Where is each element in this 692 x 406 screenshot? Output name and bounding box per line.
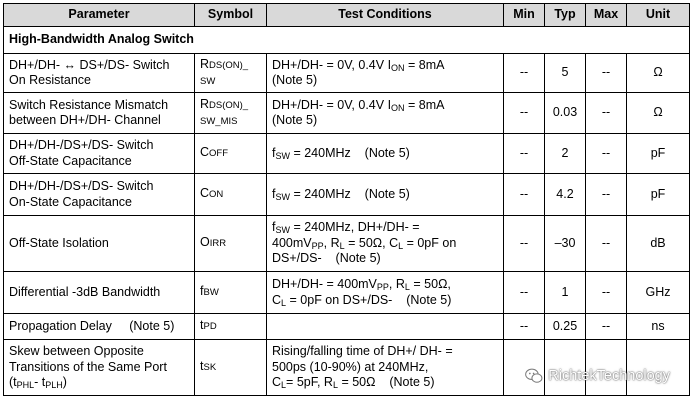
parameter-cell: DH+/DH-/DS+/DS- Switch Off-State Capacitance [4,134,195,174]
table-row [4,340,690,396]
min-cell [504,340,545,396]
section-title: High-Bandwidth Analog Switch [4,27,690,54]
max-cell: -- [586,272,627,314]
table-row [4,272,690,314]
parameter-cell: Off-State Isolation [4,216,195,272]
header-unit: Unit [627,4,690,27]
test-conditions-cell: DH+/DH- = 0V, 0.4V $I_{ON} = 8mA$ (Note 5) [267,93,504,134]
typ-cell [545,340,586,396]
typ-cell: 4.2 [545,174,586,216]
unit-cell: pF [627,174,690,216]
test-conditions-cell: DH+/DH- = 0V, 0.4V $I_{ON} = 8mA$ (Note 5) [267,54,504,93]
min-cell: -- [504,54,545,93]
parameter-cell: Skew between Opposite Transitions of the Same Port ($t_{PHL}-$ $t_{PLH}$) [4,340,195,396]
test-conditions-cell: $f_{SW} = 240MHz$, DH+/DH- = $400mV_{PP}$, $R_L = 50\Omega$, $C_L = 0pF$ on DS+/DS- (Note 5) [267,216,504,272]
typ-cell: 0.25 [545,314,586,340]
header-min: Min [504,4,545,27]
typ-cell: –30 [545,216,586,272]
unit-cell: Ω [627,93,690,134]
test-conditions-cell: $DH+/DH- = 400mV_{PP}$, $R_L = 50\Omega$, $C_L = 0pF$ on DS+/DS- (Note 5) [267,272,504,314]
table-row [4,216,690,272]
symbol-cell: COFF [195,134,267,174]
parameter-cell: Propagation Delay (Note 5) [4,314,195,340]
min-cell: -- [504,93,545,134]
test-conditions-cell: $f_{SW} = 240MHz$ (Note 5) [267,134,504,174]
test-conditions-cell [267,314,504,340]
table-row [4,174,690,216]
min-cell: -- [504,174,545,216]
parameter-cell: DH+/DH- ↔ DS+/DS- Switch On Resistance [4,54,195,93]
header-symbol: Symbol [195,4,267,27]
electrical-characteristics-table [3,3,690,396]
table-row [4,314,690,340]
min-cell: -- [504,272,545,314]
typ-cell: 1 [545,272,586,314]
max-cell [586,340,627,396]
table-row [4,93,690,134]
section-row [4,27,690,54]
unit-cell [627,340,690,396]
table-row [4,54,690,93]
test-conditions-cell: Rising/falling time of DH+/ DH- = 500ps (10-90%) at 240MHz, $C_L= 5pF$, $R_L = 50\Omega$ (Note 5) [267,340,504,396]
min-cell: -- [504,134,545,174]
unit-cell: pF [627,134,690,174]
table-row [4,134,690,174]
symbol-cell: fBW [195,272,267,314]
unit-cell: ns [627,314,690,340]
max-cell: -- [586,54,627,93]
typ-cell: 2 [545,134,586,174]
symbol-cell: tSK [195,340,267,396]
symbol-cell: RDS(ON)_ SW [195,54,267,93]
typ-cell: 5 [545,54,586,93]
parameter-cell: DH+/DH-/DS+/DS- Switch On-State Capacitance [4,174,195,216]
max-cell: -- [586,134,627,174]
watermark-text: RichtekTechnology [548,368,670,384]
header-typ: Typ [545,4,586,27]
test-conditions-cell: $f_{SW} = 240MHz$ (Note 5) [267,174,504,216]
max-cell: -- [586,93,627,134]
symbol-cell: CON [195,174,267,216]
parameter-cell: Switch Resistance Mismatch between DH+/DH- Channel [4,93,195,134]
header-parameter: Parameter [4,4,195,27]
unit-cell: GHz [627,272,690,314]
min-cell: -- [504,216,545,272]
unit-cell: dB [627,216,690,272]
max-cell: -- [586,216,627,272]
symbol-cell: OIRR [195,216,267,272]
symbol-cell: tPD [195,314,267,340]
typ-cell: 0.03 [545,93,586,134]
parameter-cell: Differential -3dB Bandwidth [4,272,195,314]
header-max: Max [586,4,627,27]
unit-cell: Ω [627,54,690,93]
max-cell: -- [586,174,627,216]
max-cell: -- [586,314,627,340]
header-row [4,4,690,27]
symbol-cell: RDS(ON)_ SW_MIS [195,93,267,134]
header-test-conditions: Test Conditions [267,4,504,27]
min-cell: -- [504,314,545,340]
